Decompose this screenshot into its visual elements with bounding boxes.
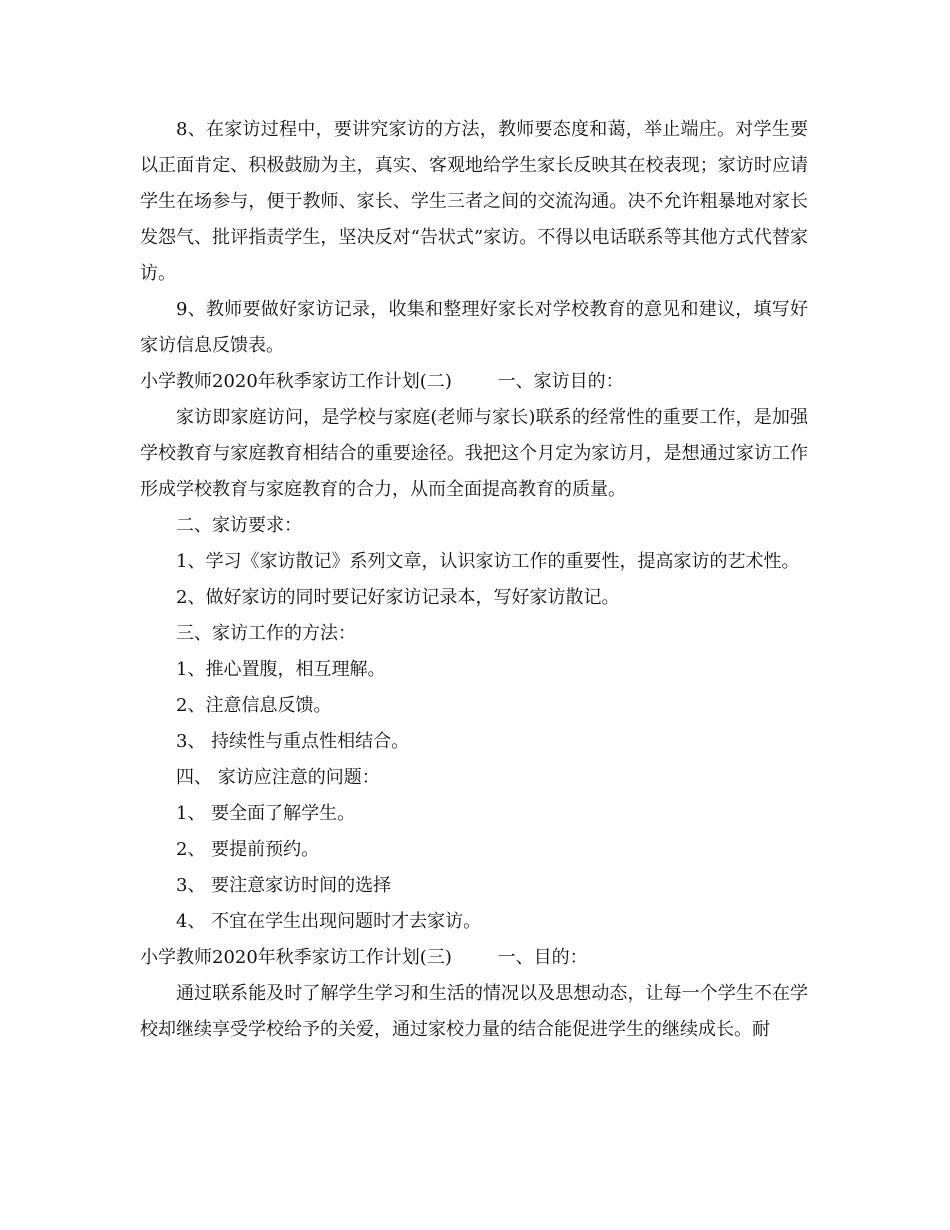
subheading-requirements: 二、家访要求： — [176, 515, 302, 536]
list-item: 1、 要全面了解学生。 — [176, 803, 356, 824]
subheading-methods: 三、家访工作的方法： — [176, 623, 356, 644]
list-item: 2、注意信息反馈。 — [176, 695, 332, 716]
paragraph-item-8: 8、在家访过程中，要讲究家访的方法，教师要态度和蔼，举止端庄。对学生要以正面肯定、积极鼓励为主，真实、客观地给学生家长反映其在校表现；家访时应请学生在场参与，便于教师、家长、学生三者之间的交流沟通。决不允许粗暴地对家长发怨气、批评指责学生，坚决反对“告状式”家访。不得以电话联系等其他方式代替家访。 — [140, 119, 808, 284]
list-item: 3、 要注意家访时间的选择 — [176, 875, 392, 896]
list-item: 1、推心置腹，相互理解。 — [176, 659, 386, 680]
section-heading-plan-2: 小学教师2020年秋季家访工作计划(二) 一、家访目的： — [140, 371, 624, 392]
list-item: 2、做好家访的同时要记好家访记录本，写好家访散记。 — [176, 587, 620, 608]
subheading-notes: 四、 家访应注意的问题： — [176, 767, 380, 788]
paragraph-home-visit-intro: 家访即家庭访问，是学校与家庭(老师与家长)联系的经常性的重要工作，是加强学校教育与家庭教育相结合的重要途径。我把这个月定为家访月，是想通过家访工作形成学校教育与家庭教育的合力，从而全面提高教育的质量。 — [140, 407, 808, 500]
paragraph-purpose: 通过联系能及时了解学生学习和生活的情况以及思想动态，让每一个学生不在学校却继续享受学校给予的关爱，通过家校力量的结合能促进学生的继续成长。耐 — [140, 983, 808, 1040]
list-item: 3、 持续性与重点性相结合。 — [176, 731, 410, 752]
section-heading-plan-3: 小学教师2020年秋季家访工作计划(三) 一、目的： — [140, 947, 588, 968]
paragraph-item-9: 9、教师要做好家访记录，收集和整理好家长对学校教育的意见和建议，填写好家访信息反馈表。 — [140, 299, 808, 356]
list-item: 1、学习《家访散记》系列文章，认识家访工作的重要性，提高家访的艺术性。 — [176, 551, 800, 572]
document-body — [140, 112, 808, 1048]
list-item: 2、 要提前预约。 — [176, 839, 320, 860]
list-item: 4、 不宜在学生出现问题时才去家访。 — [176, 911, 482, 932]
